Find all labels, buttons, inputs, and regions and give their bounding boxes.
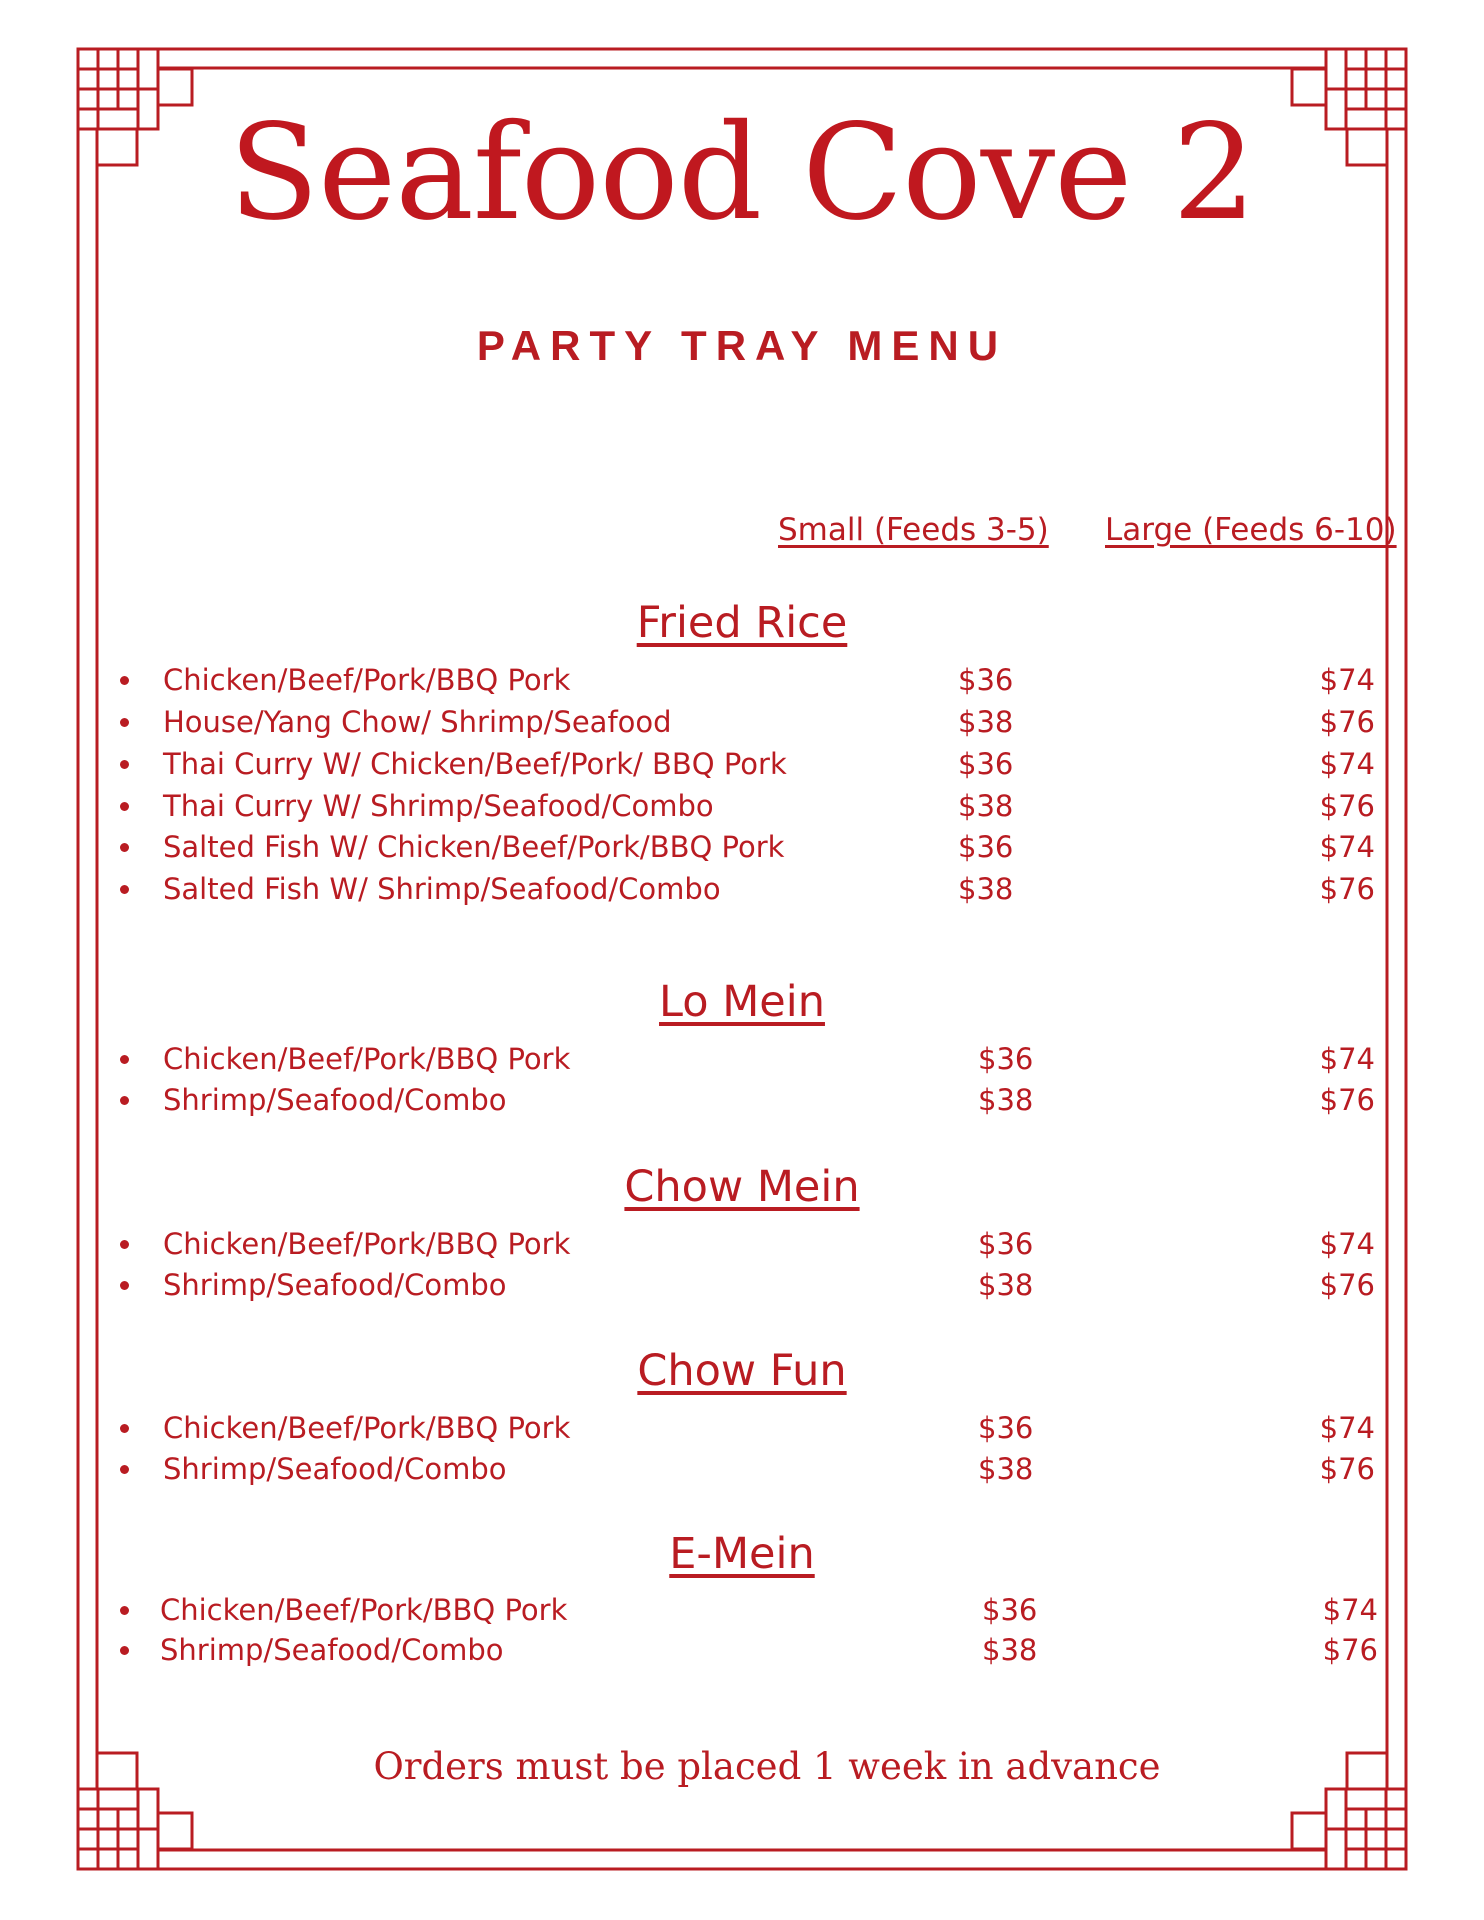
bullet-icon — [120, 1606, 129, 1615]
item-name: Chicken/Beef/Pork/BBQ Pork — [163, 1411, 571, 1445]
menu-item-row — [0, 868, 1484, 910]
bullet-icon — [120, 802, 129, 811]
price-large: $74 — [1322, 1593, 1378, 1627]
item-name: Salted Fish W/ Chicken/Beef/Pork/BBQ Pork — [163, 830, 785, 864]
price-large: $76 — [1319, 872, 1375, 906]
bullet-icon — [120, 760, 129, 769]
column-header-small: Small (Feeds 3-5) — [778, 512, 1049, 548]
item-name: Chicken/Beef/Pork/BBQ Pork — [163, 663, 571, 697]
menu-item-row — [0, 1448, 1484, 1490]
bullet-icon — [120, 1281, 129, 1290]
menu-item-row — [0, 1589, 1484, 1631]
bullet-icon — [120, 718, 129, 727]
price-small: $38 — [958, 872, 1014, 906]
price-small: $36 — [978, 1227, 1034, 1261]
price-small: $38 — [978, 1452, 1034, 1486]
bullet-icon — [120, 843, 129, 852]
bullet-icon — [120, 1424, 129, 1433]
advance-order-notice: Orders must be placed 1 week in advance — [373, 1745, 1161, 1788]
price-small: $38 — [978, 1083, 1034, 1117]
price-small: $38 — [958, 789, 1014, 823]
bullet-icon — [120, 676, 129, 685]
section-title-e-mein: E-Mein — [669, 1529, 815, 1579]
price-large: $76 — [1322, 1633, 1378, 1667]
section-title-chow-mein: Chow Mein — [624, 1162, 860, 1212]
menu-item-row — [0, 659, 1484, 701]
price-large: $74 — [1319, 747, 1375, 781]
section-title-lo-mein: Lo Mein — [659, 977, 825, 1027]
item-name: House/Yang Chow/ Shrimp/Seafood — [163, 705, 672, 739]
bullet-icon — [120, 1465, 129, 1474]
bullet-icon — [120, 1646, 129, 1655]
section-title-fried-rice: Fried Rice — [636, 598, 848, 648]
column-header-large: Large (Feeds 6-10) — [1105, 512, 1397, 548]
menu-item-row — [0, 1038, 1484, 1080]
menu-item-row — [0, 1079, 1484, 1121]
menu-item-row — [0, 1629, 1484, 1671]
menu-subtitle: PARTY TRAY MENU — [476, 322, 1008, 369]
bullet-icon — [120, 1055, 129, 1064]
section-title-chow-fun: Chow Fun — [637, 1346, 847, 1396]
price-small: $38 — [958, 705, 1014, 739]
price-large: $74 — [1319, 1042, 1375, 1076]
bullet-icon — [120, 885, 129, 894]
item-name: Salted Fish W/ Shrimp/Seafood/Combo — [163, 872, 721, 906]
price-large: $76 — [1319, 1083, 1375, 1117]
item-name: Thai Curry W/ Chicken/Beef/Pork/ BBQ Pork — [163, 747, 787, 781]
price-small: $36 — [978, 1042, 1034, 1076]
price-small: $36 — [958, 663, 1014, 697]
price-large: $76 — [1319, 705, 1375, 739]
menu-item-row — [0, 1264, 1484, 1306]
item-name: Chicken/Beef/Pork/BBQ Pork — [163, 1042, 571, 1076]
price-small: $36 — [978, 1411, 1034, 1445]
item-name: Thai Curry W/ Shrimp/Seafood/Combo — [163, 789, 714, 823]
price-large: $74 — [1319, 1227, 1375, 1261]
item-name: Shrimp/Seafood/Combo — [163, 1083, 507, 1117]
price-large: $74 — [1319, 1411, 1375, 1445]
price-small: $38 — [978, 1268, 1034, 1302]
price-large: $76 — [1319, 1452, 1375, 1486]
price-small: $36 — [982, 1593, 1038, 1627]
menu-item-row — [0, 1407, 1484, 1449]
price-large: $74 — [1319, 663, 1375, 697]
bullet-icon — [120, 1096, 129, 1105]
price-large: $76 — [1319, 1268, 1375, 1302]
price-small: $36 — [958, 747, 1014, 781]
item-name: Shrimp/Seafood/Combo — [160, 1633, 504, 1667]
price-small: $38 — [982, 1633, 1038, 1667]
menu-item-row — [0, 1223, 1484, 1265]
price-large: $76 — [1319, 789, 1375, 823]
menu-item-row — [0, 743, 1484, 785]
menu-item-row — [0, 701, 1484, 743]
item-name: Shrimp/Seafood/Combo — [163, 1452, 507, 1486]
item-name: Chicken/Beef/Pork/BBQ Pork — [160, 1593, 568, 1627]
bullet-icon — [120, 1240, 129, 1249]
item-name: Chicken/Beef/Pork/BBQ Pork — [163, 1227, 571, 1261]
price-large: $74 — [1319, 830, 1375, 864]
price-small: $36 — [958, 830, 1014, 864]
menu-item-row — [0, 785, 1484, 827]
restaurant-title: Seafood Cove 2 — [228, 96, 1256, 250]
menu-item-row — [0, 826, 1484, 868]
item-name: Shrimp/Seafood/Combo — [163, 1268, 507, 1302]
